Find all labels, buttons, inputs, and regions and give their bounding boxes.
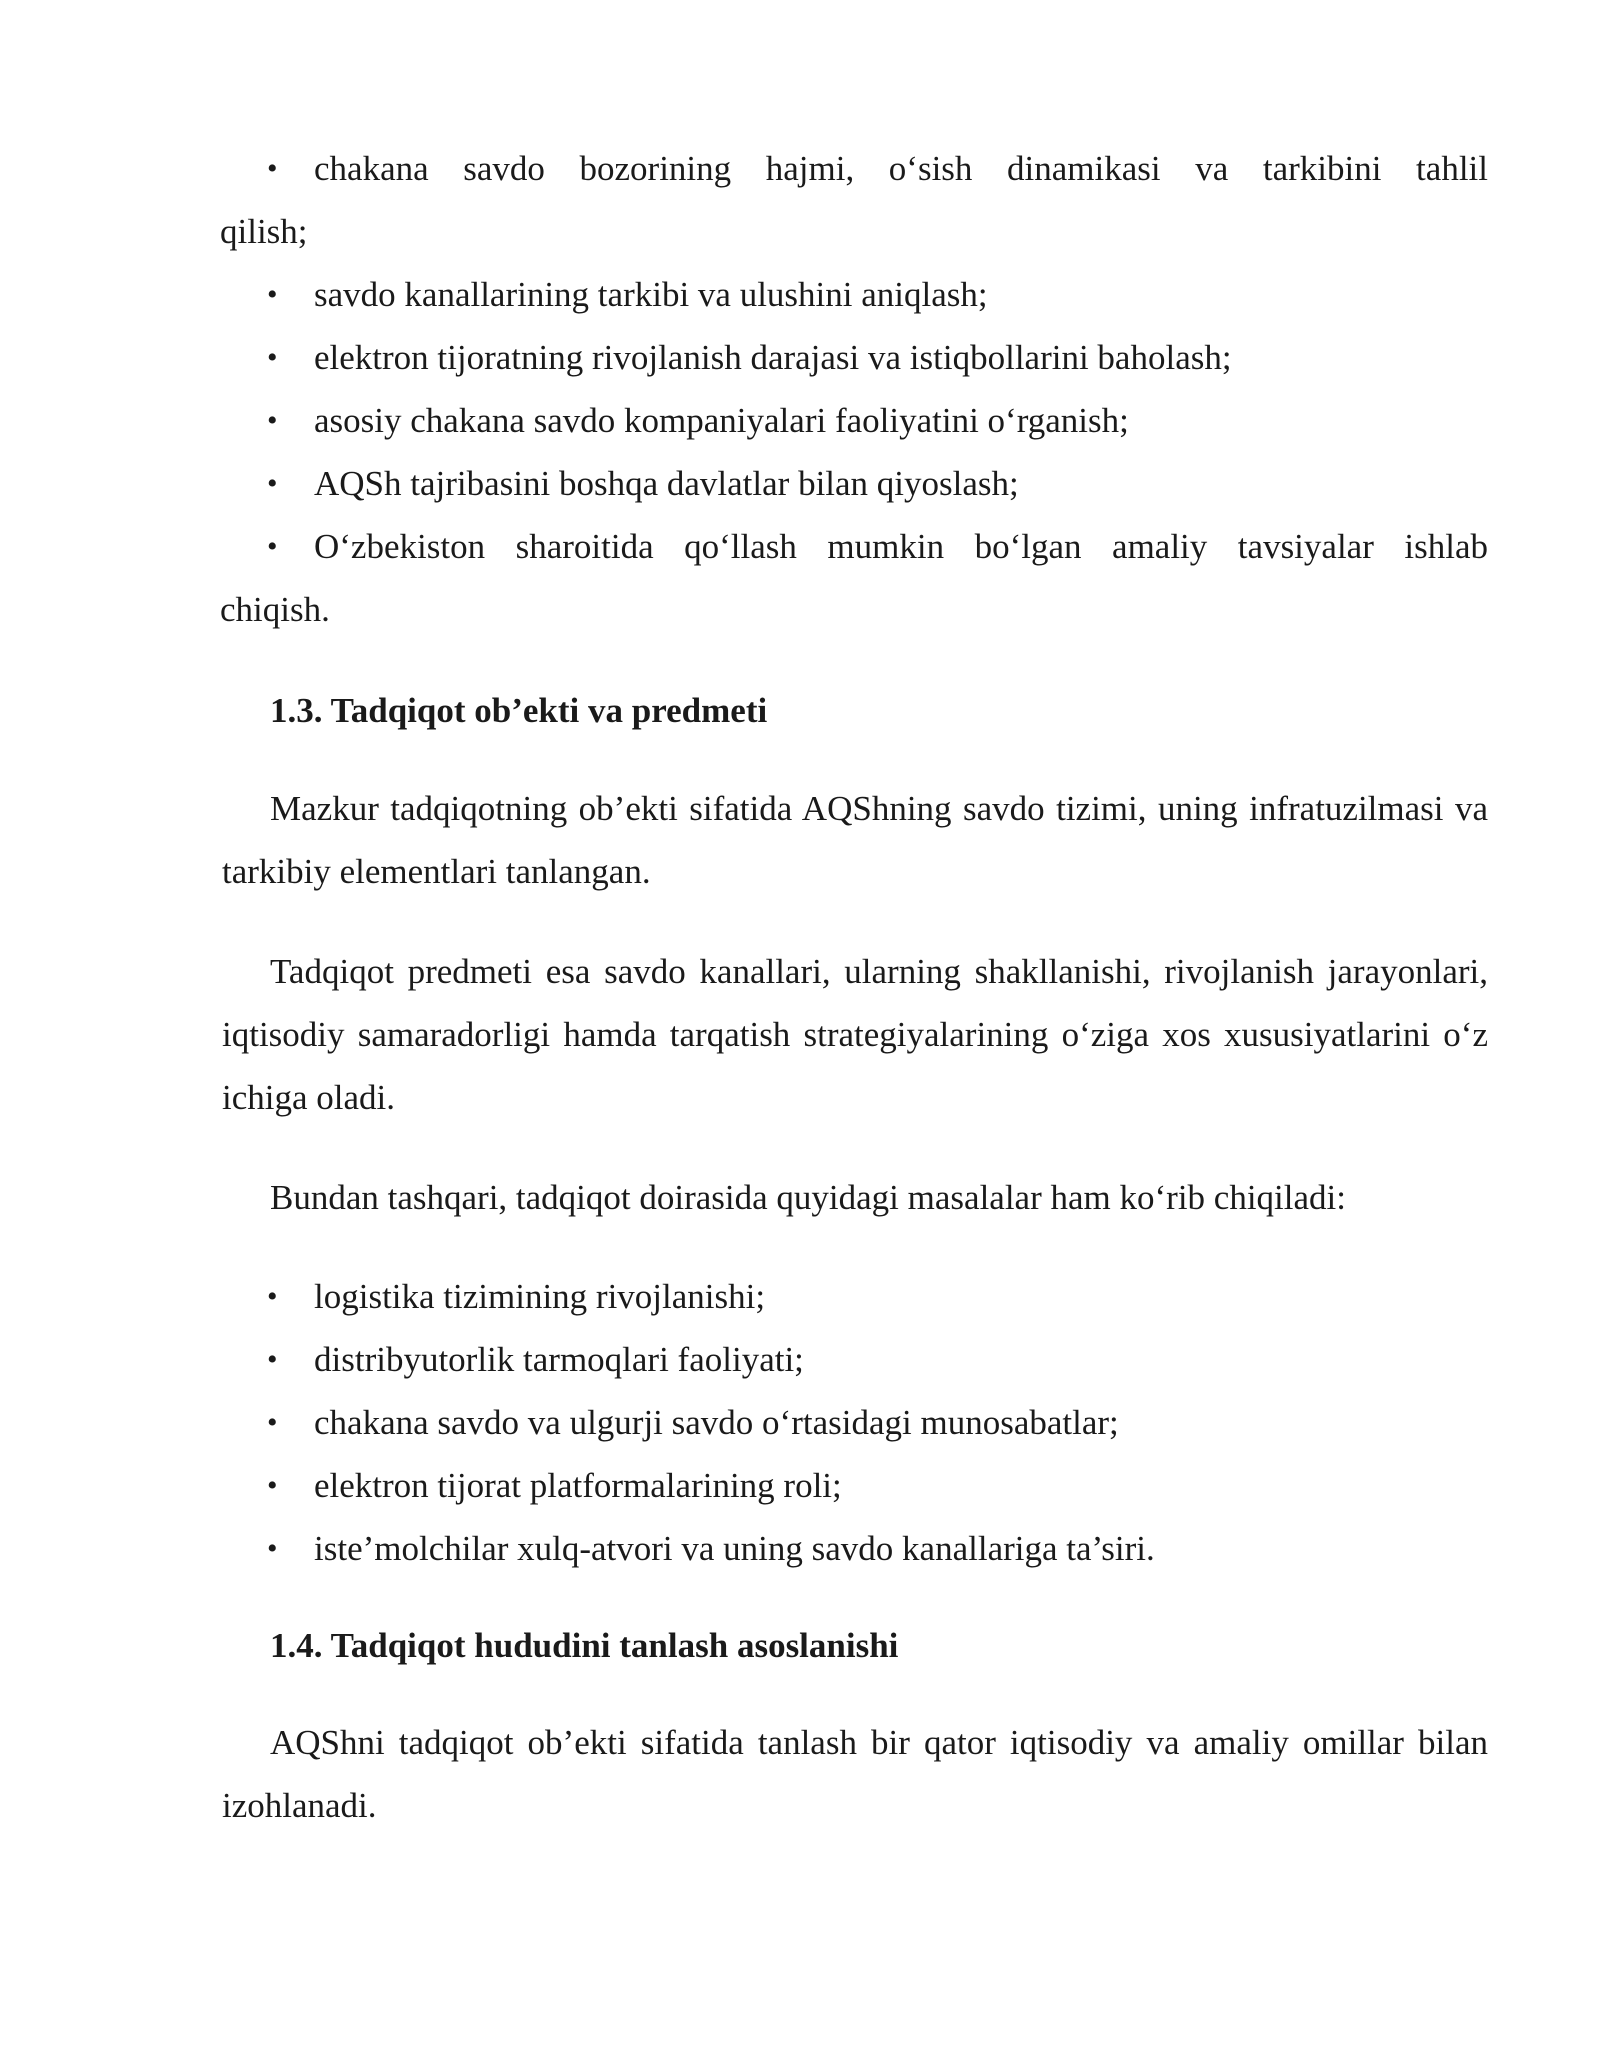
paragraph-text: AQShni tadqiqot ob’ekti sifatida tanlash bir qator iqtisodiy va amaliy omillar bilan izohlanadi. — [222, 1723, 1488, 1825]
paragraph-text: Bundan tashqari, tadqiqot doirasida quyidagi masalalar ham ko‘rib chiqiladi: — [270, 1178, 1346, 1217]
list-item-line: chakana savdo bozorining hajmi, o‘sish dinamikasi va tarkibini tahlil — [314, 149, 1488, 188]
list-item-line: elektron tijoratning rivojlanish darajasi va istiqbollarini baholash; — [314, 338, 1232, 377]
list-item-line: O‘zbekiston sharoitida qo‘llash mumkin bo‘lgan amaliy tavsiyalar ishlab — [314, 527, 1488, 566]
paragraph — [222, 1711, 1488, 1837]
paragraph — [222, 1166, 1488, 1229]
section-heading: 1.3. Tadqiqot ob’ekti va predmeti — [270, 691, 768, 730]
list-item-line: elektron tijorat platformalarining roli; — [314, 1466, 842, 1505]
bullet-icon: • — [267, 404, 278, 437]
bullet-icon: • — [267, 341, 278, 374]
list-item — [267, 452, 1488, 515]
list-item-line: chakana savdo va ulgurji savdo o‘rtasidagi munosabatlar; — [314, 1403, 1119, 1442]
paragraph-text: Tadqiqot predmeti esa savdo kanallari, ularning shakllanishi, rivojlanish jarayonlari, iqtisodiy samaradorligi hamda tarqatish strategiyalarining o‘ziga xos xususiyatlarini o‘z ichiga oladi. — [222, 952, 1488, 1117]
paragraph — [222, 940, 1488, 1129]
list-item-continuation: qilish; — [220, 212, 308, 251]
bullet-icon: • — [267, 1280, 278, 1313]
bullet-icon: • — [267, 1469, 278, 1502]
list-item — [267, 326, 1488, 389]
paragraph — [222, 777, 1488, 903]
bullet-icon: • — [267, 1532, 278, 1565]
bullet-icon: • — [267, 152, 278, 185]
list-item — [267, 1454, 1488, 1517]
list-item-line: asosiy chakana savdo kompaniyalari faoliyatini o‘rganish; — [314, 401, 1129, 440]
bullet-icon: • — [267, 467, 278, 500]
list-item — [267, 1391, 1488, 1454]
list-item-line: savdo kanallarining tarkibi va ulushini aniqlash; — [314, 275, 988, 314]
list-item — [267, 1265, 1488, 1328]
list-item — [220, 515, 1488, 641]
list-item-continuation: chiqish. — [220, 590, 330, 629]
list-item-line: logistika tizimining rivojlanishi; — [314, 1277, 766, 1316]
list-item-line: AQSh tajribasini boshqa davlatlar bilan qiyoslash; — [314, 464, 1019, 503]
paragraph-text: Mazkur tadqiqotning ob’ekti sifatida AQShning savdo tizimi, uning infratuzilmasi va tarkibiy elementlari tanlangan. — [222, 789, 1488, 891]
list-item — [267, 389, 1488, 452]
section-heading: 1.4. Tadqiqot hududini tanlash asoslanishi — [270, 1626, 899, 1665]
list-item — [267, 1328, 1488, 1391]
bullet-icon: • — [267, 1406, 278, 1439]
issues-list — [267, 1265, 1488, 1580]
bullet-icon: • — [267, 278, 278, 311]
objectives-list — [220, 137, 1488, 641]
list-item — [267, 263, 1488, 326]
list-item-line: iste’molchilar xulq-atvori va uning savdo kanallariga ta’siri. — [314, 1529, 1155, 1568]
bullet-icon: • — [267, 530, 278, 563]
list-item — [267, 1517, 1488, 1580]
list-item-line: distribyutorlik tarmoqlari faoliyati; — [314, 1340, 804, 1379]
bullet-icon: • — [267, 1343, 278, 1376]
list-item — [220, 137, 1488, 263]
